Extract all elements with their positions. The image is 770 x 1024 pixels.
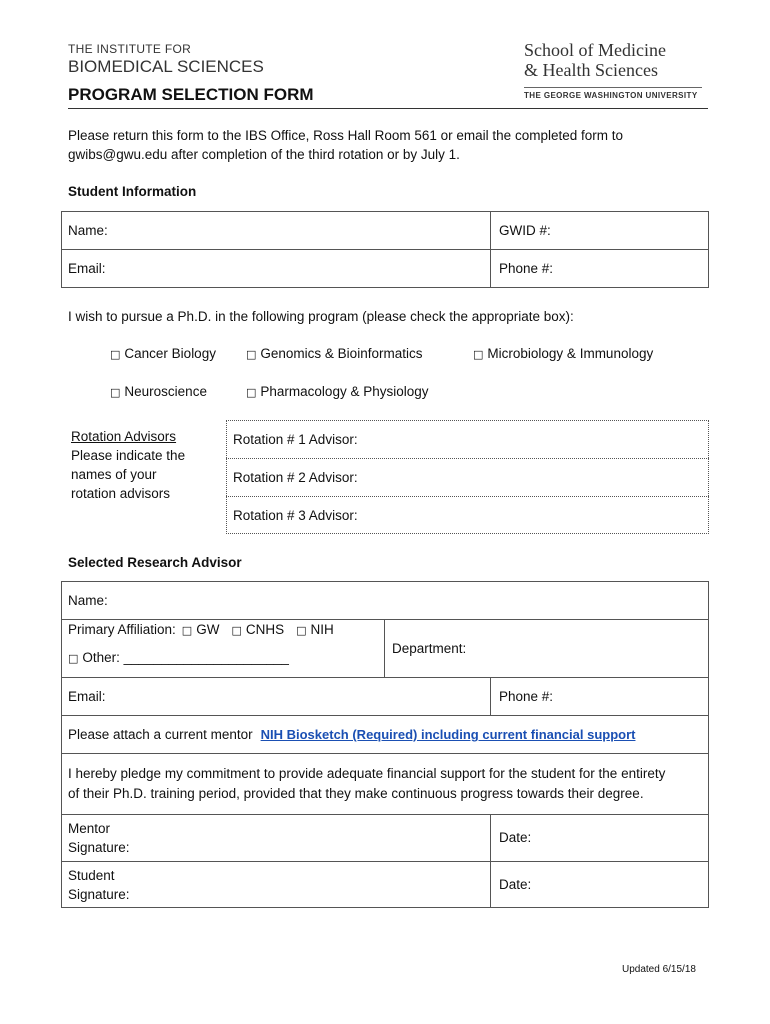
advisor-email-field[interactable]: Email:	[68, 689, 106, 704]
nih-biosketch-link[interactable]: NIH Biosketch (Required) including current financial support	[260, 727, 636, 742]
student-phone-field[interactable]: Phone #:	[499, 261, 554, 276]
gw-school-line2: & Health Sciences	[524, 60, 658, 80]
checkbox-icon[interactable]: □	[473, 348, 484, 361]
checkbox-icon[interactable]: □	[68, 652, 79, 665]
program-option-pharmacology[interactable]	[246, 384, 429, 399]
affiliation-gw: GW	[196, 622, 220, 637]
rotation-note-line1: Please indicate the	[71, 448, 186, 463]
institute-logo	[68, 42, 264, 77]
title-rule	[68, 108, 708, 109]
gw-university: THE GEORGE WASHINGTON UNIVERSITY	[524, 91, 698, 100]
checkbox-icon[interactable]: □	[110, 386, 121, 399]
checkbox-icon[interactable]: □	[231, 624, 242, 637]
rotation-heading: Rotation Advisors	[71, 429, 177, 444]
primary-affiliation	[68, 622, 334, 637]
checkbox-icon[interactable]: □	[181, 624, 193, 637]
checkbox-icon[interactable]: □	[110, 348, 121, 361]
intro-line2: gwibs@gwu.edu after completion of the third rotation or by July 1.	[68, 147, 460, 162]
student-signature-field[interactable]: Signature:	[68, 887, 130, 902]
rotation-advisor-3-field[interactable]: Rotation # 3 Advisor:	[233, 508, 358, 523]
student-date-field[interactable]: Date:	[499, 877, 532, 892]
affiliation-nih: NIH	[310, 622, 334, 637]
rotation-advisor-1-field[interactable]: Rotation # 1 Advisor:	[233, 432, 358, 447]
program-option-genomics[interactable]	[246, 346, 422, 361]
program-option-label: Pharmacology & Physiology	[260, 384, 429, 399]
department-field[interactable]: Department:	[392, 641, 467, 656]
student-gwid-field[interactable]: GWID #:	[499, 223, 551, 238]
gw-logo	[524, 40, 704, 100]
mentor-signature-label1: Mentor	[68, 821, 111, 836]
affiliation-label: Primary Affiliation:	[68, 622, 176, 637]
student-info-heading: Student Information	[68, 184, 197, 199]
rotation-note-line2: names of your	[71, 467, 157, 482]
student-email-field[interactable]: Email:	[68, 261, 106, 276]
institute-line1: THE INSTITUTE FOR	[68, 42, 192, 56]
affiliation-other-label: Other: ______________________	[82, 650, 289, 665]
updated-date: Updated 6/15/18	[622, 964, 696, 975]
program-option-microbiology[interactable]	[473, 346, 653, 361]
affiliation-other-field[interactable]	[68, 650, 289, 665]
program-option-label: Microbiology & Immunology	[487, 346, 654, 361]
program-option-label: Genomics & Bioinformatics	[260, 346, 423, 361]
attach-instruction	[68, 727, 635, 742]
program-prompt: I wish to pursue a Ph.D. in the following program (please check the appropriate box):	[68, 309, 574, 324]
checkbox-icon[interactable]: □	[296, 624, 307, 637]
program-option-neuroscience[interactable]	[110, 384, 207, 399]
research-advisor-heading: Selected Research Advisor	[68, 555, 242, 570]
advisor-phone-field[interactable]: Phone #:	[499, 689, 554, 704]
program-option-label: Neuroscience	[124, 384, 207, 399]
mentor-date-field[interactable]: Date:	[499, 830, 532, 845]
affiliation-cnhs: CNHS	[245, 622, 285, 637]
attach-text: Please attach a current mentor	[68, 727, 253, 742]
checkbox-icon[interactable]: □	[246, 348, 257, 361]
pledge-line2: of their Ph.D. training period, provided that they make continuous progress towards their degree.	[68, 786, 644, 801]
institute-line2: BIOMEDICAL SCIENCES	[68, 57, 264, 76]
page-title: PROGRAM SELECTION FORM	[68, 85, 314, 104]
student-name-field[interactable]: Name:	[68, 223, 108, 238]
rotation-advisor-2-field[interactable]: Rotation # 2 Advisor:	[233, 470, 358, 485]
advisor-name-field[interactable]: Name:	[68, 593, 108, 608]
checkbox-icon[interactable]: □	[246, 386, 257, 399]
mentor-signature-field[interactable]: Signature:	[68, 840, 130, 855]
intro-line1: Please return this form to the IBS Office, Ross Hall Room 561 or email the completed form to	[68, 128, 623, 143]
rotation-note-line3: rotation advisors	[71, 486, 171, 501]
program-option-label: Cancer Biology	[124, 346, 216, 361]
program-option-cancer-biology[interactable]	[110, 346, 216, 361]
student-signature-label1: Student	[68, 868, 115, 883]
gw-school-line1: School of Medicine	[524, 40, 666, 60]
pledge-line1: I hereby pledge my commitment to provide adequate financial support for the student for the entirety	[68, 766, 666, 781]
